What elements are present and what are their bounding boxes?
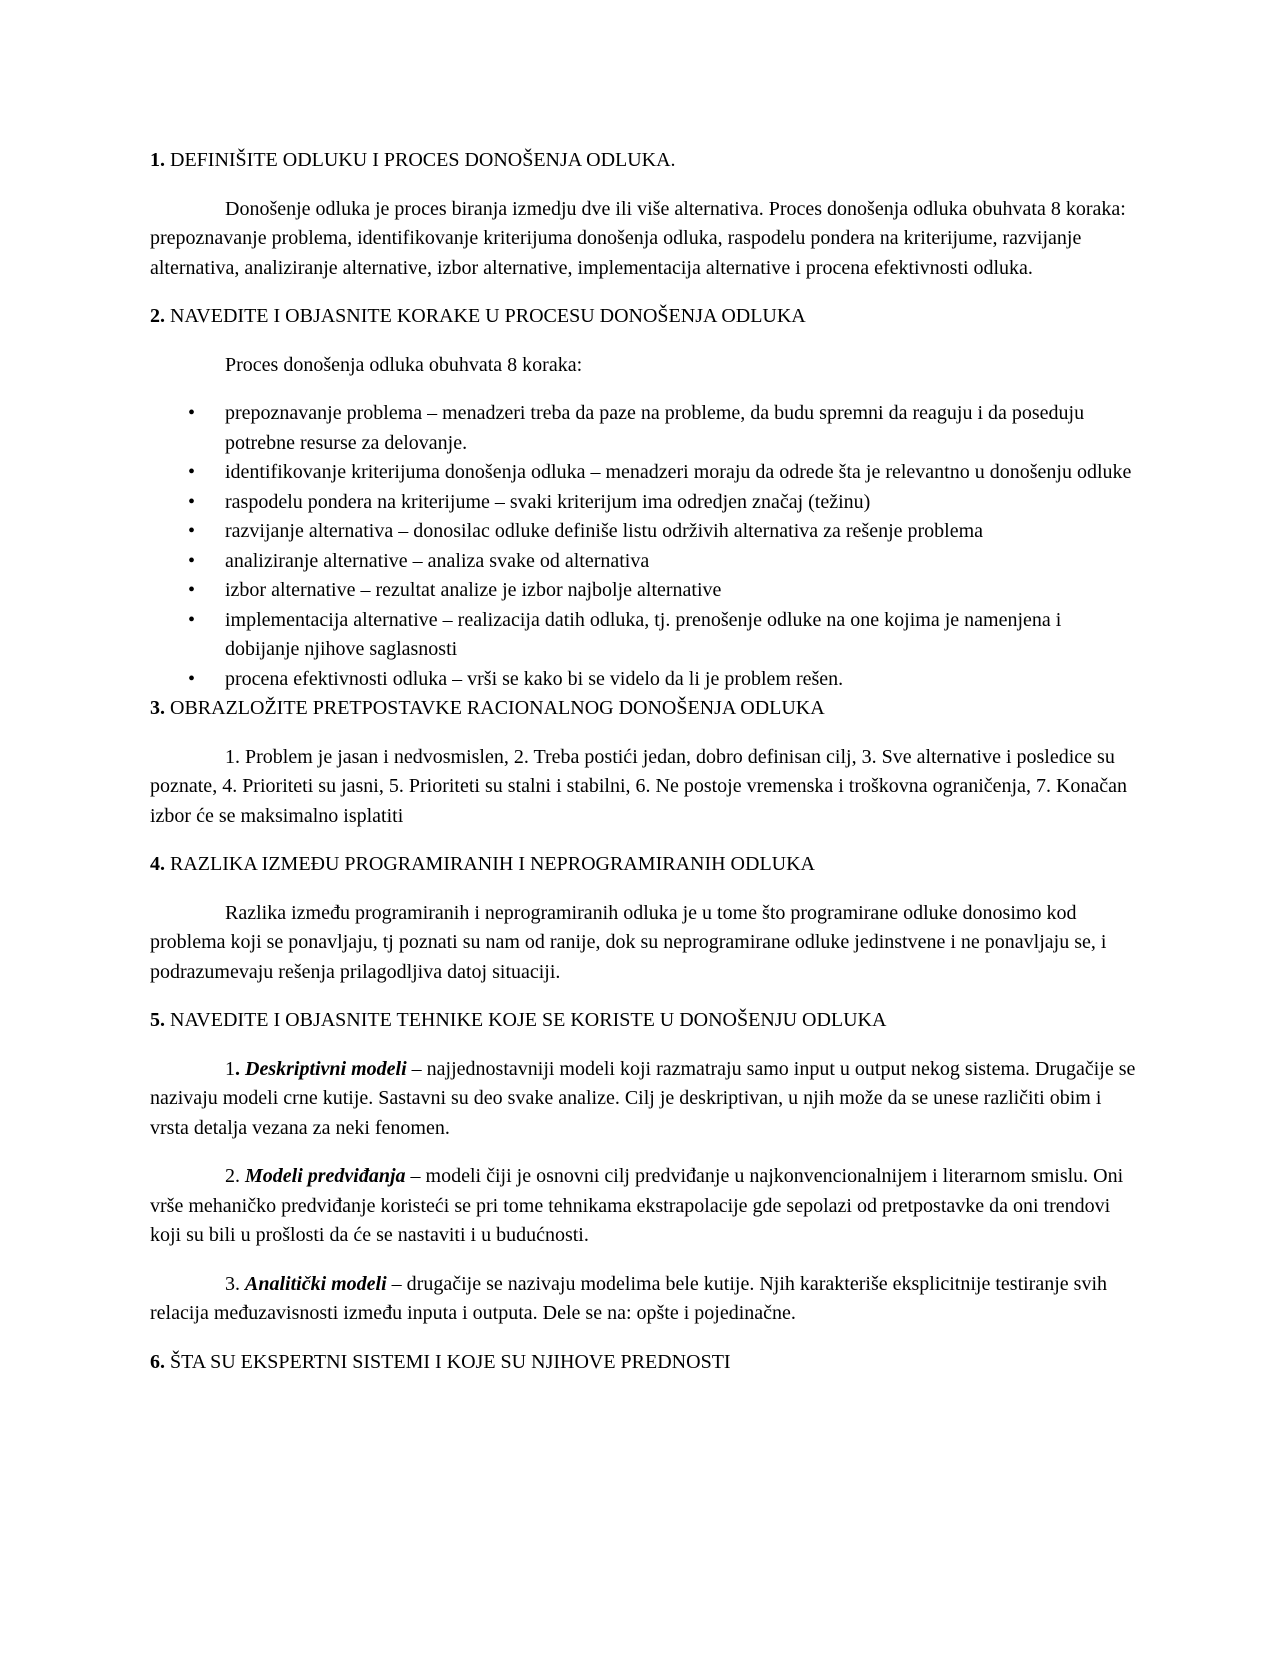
bullet-icon: • bbox=[188, 490, 196, 513]
section-2-heading bbox=[150, 302, 1140, 332]
section-number: 4. bbox=[150, 853, 165, 875]
section-number: 1. bbox=[150, 149, 165, 171]
list-item-text: razvijanje alternativa – donosilac odluke definiše listu održivih alternativa za rešenje problema bbox=[225, 520, 984, 542]
section-title: NAVEDITE I OBJASNITE KORAKE U PROCESU DONOŠENJA ODLUKA bbox=[165, 305, 806, 327]
list-item-text: procena efektivnosti odluka – vrši se kako bi se videlo da li je problem rešen. bbox=[225, 667, 844, 690]
model-name: Analitički modeli bbox=[245, 1272, 387, 1295]
model-analytic-paragraph bbox=[150, 1270, 1140, 1329]
document-body bbox=[150, 146, 1140, 1377]
model-name: Modeli predviđanja bbox=[245, 1165, 406, 1187]
model-number-separator: . bbox=[235, 1272, 245, 1295]
section-1-paragraph: Donošenje odluka je proces biranja izmedju dve ili više alternativa. Proces donošenja odluka obuhvata 8 koraka: prepoznavanje problema, identifikovanje kriterijuma donošenja odluka, raspodelu pondera na kriterijume, razvijanje alternativa, analiziranje alternative, izbor alternative, implementacija alternative i procena efektivnosti odluka. bbox=[150, 197, 1126, 279]
steps-list bbox=[150, 399, 1140, 694]
model-description: – modeli čiji je osnovni cilj predviđanje u najkonvencionalnijem i literarnom smislu. Oni vrše mehaničko predviđanje koristeći se pri tome tehnikama ekstrapolacije gde sepolazi od pretpostavke da oni trendovi koji su bili u prošlosti da će se nastaviti i u budućnosti. bbox=[150, 1165, 1124, 1246]
list-item-text: raspodelu pondera na kriterijume – svaki kriterijum ima odredjen značaj (težinu) bbox=[225, 490, 871, 513]
section-number: 6. bbox=[150, 1350, 165, 1373]
bullet-icon: • bbox=[188, 461, 196, 483]
bullet-icon: • bbox=[188, 608, 196, 631]
list-item-text: identifikovanje kriterijuma donošenja odluka – menadzeri moraju da odrede šta je relevantno u donošenju odluke bbox=[225, 461, 1132, 483]
section-number: 2. bbox=[150, 305, 165, 327]
model-number: 2 bbox=[225, 1165, 235, 1187]
list-item bbox=[150, 399, 1140, 458]
section-2-intro: Proces donošenja odluka obuhvata 8 koraka: bbox=[225, 353, 583, 376]
list-item-text: prepoznavanje problema – menadzeri treba da paze na probleme, da budu spremni da reaguju i da poseduju potrebne resurse za delovanje. bbox=[225, 402, 1085, 454]
model-number-separator: . bbox=[235, 1057, 245, 1080]
model-number: 1 bbox=[225, 1057, 235, 1080]
list-item bbox=[150, 547, 1140, 577]
section-3-paragraph: 1. Problem je jasan i nedvosmislen, 2. Treba postići jedan, dobro definisan cilj, 3. Sve alternative i posledice su poznate, 4. Prioriteti su jasni, 5. Prioriteti su stalni i stabilni, 6. Ne postoje vremenska i troškovna ograničenja, 7. Konačan izbor će se maksimalno isplatiti bbox=[150, 745, 1128, 827]
model-description: – najjednostavniji modeli koji razmatraju samo input u output nekog sistema. Drugačije se nazivaju modeli crne kutije. Sastavni su deo svake analize. Cilj je deskriptivan, u njih može da se unese različiti obim i vrsta detalja vezana za neki fenomen. bbox=[150, 1057, 1136, 1139]
section-4-heading bbox=[150, 850, 1140, 880]
section-number: 5. bbox=[150, 1009, 165, 1031]
list-item-text: analiziranje alternative – analiza svake od alternativa bbox=[225, 549, 650, 572]
model-number-separator: . bbox=[235, 1165, 245, 1187]
section-title: DEFINIŠITE ODLUKU I PROCES DONOŠENJA ODLUKA. bbox=[165, 149, 676, 171]
bullet-icon: • bbox=[188, 549, 196, 572]
list-item bbox=[150, 576, 1140, 606]
bullet-icon: • bbox=[188, 520, 196, 542]
model-descriptive-paragraph bbox=[150, 1055, 1140, 1144]
section-5-heading bbox=[150, 1006, 1140, 1036]
section-number: 3. bbox=[150, 697, 165, 719]
section-title: OBRAZLOŽITE PRETPOSTAVKE RACIONALNOG DONOŠENJA ODLUKA bbox=[165, 697, 825, 719]
bullet-icon: • bbox=[188, 579, 196, 601]
bullet-icon: • bbox=[188, 667, 196, 690]
section-4-paragraph: Razlika između programiranih i neprogramiranih odluka je u tome što programirane odluke donosimo kod problema koji se ponavljaju, tj poznati su nam od ranije, dok su neprogramirane odluke jedinstvene i ne ponavljaju se, i podrazumevaju rešenja prilagodljiva datoj situaciji. bbox=[150, 901, 1107, 983]
model-description: – drugačije se nazivaju modelima bele kutije. Njih karakteriše eksplicitnije testiranje svih relacija međuzavisnosti između inputa i outputa. Dele se na: opšte i pojedinačne. bbox=[150, 1272, 1107, 1324]
section-3-heading bbox=[150, 694, 1140, 724]
section-title: RAZLIKA IZMEĐU PROGRAMIRANIH I NEPROGRAMIRANIH ODLUKA bbox=[165, 853, 815, 875]
section-6-heading bbox=[150, 1348, 1140, 1378]
section-1-heading bbox=[150, 146, 1140, 176]
list-item bbox=[150, 458, 1140, 488]
model-name: Deskriptivni modeli bbox=[245, 1057, 407, 1080]
section-title: ŠTA SU EKSPERTNI SISTEMI I KOJE SU NJIHOVE PREDNOSTI bbox=[165, 1350, 731, 1373]
bullet-icon: • bbox=[188, 402, 196, 424]
section-title: NAVEDITE I OBJASNITE TEHNIKE KOJE SE KORISTE U DONOŠENJU ODLUKA bbox=[165, 1009, 887, 1031]
list-item bbox=[150, 665, 1140, 695]
list-item-text: izbor alternative – rezultat analize je izbor najbolje alternative bbox=[225, 579, 722, 601]
list-item-text: implementacija alternative – realizacija datih odluka, tj. prenošenje odluke na one kojima je namenjena i dobijanje njihove saglasnosti bbox=[225, 608, 1062, 660]
list-item bbox=[150, 488, 1140, 518]
model-number: 3 bbox=[225, 1272, 235, 1295]
list-item bbox=[150, 517, 1140, 547]
list-item bbox=[150, 606, 1140, 665]
model-predictive-paragraph bbox=[150, 1162, 1140, 1251]
